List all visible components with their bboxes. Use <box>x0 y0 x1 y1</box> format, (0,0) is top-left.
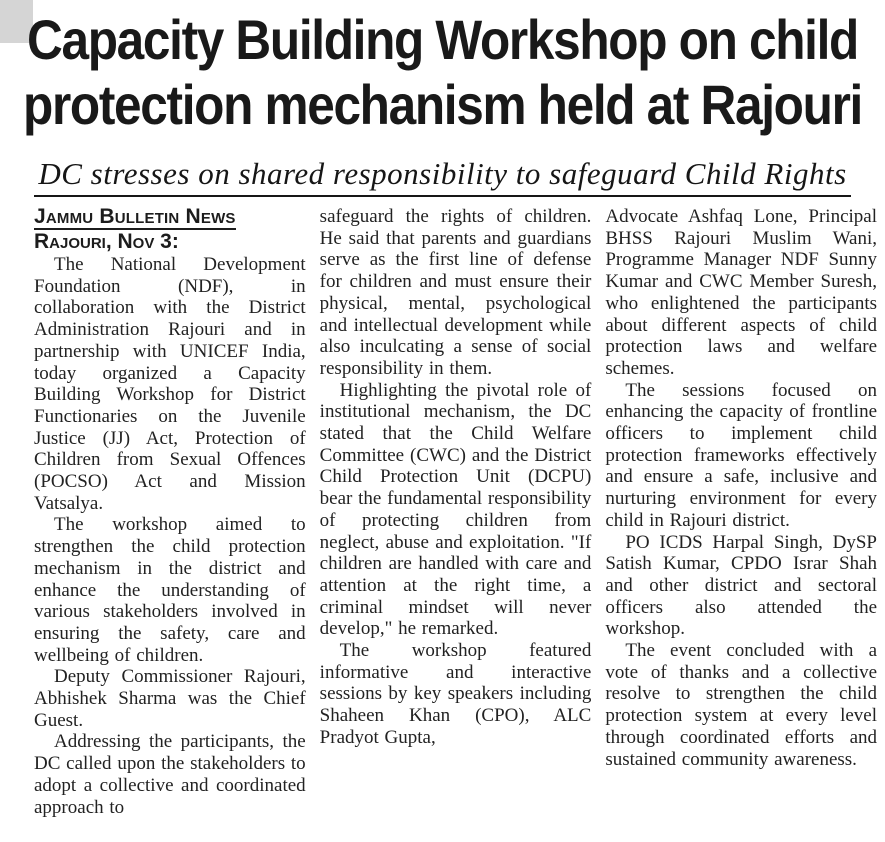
article-column-1 <box>34 206 306 840</box>
article-paragraph: Deputy Commissioner Rajouri, Abhishek Sharma was the Chief Guest. <box>34 666 306 731</box>
byline-dateline: Rajouri, Nov 3: <box>34 230 179 253</box>
article-paragraph: safeguard the rights of children. He said that parents and guardians serve as the first line of defense for children and must ensure their physical, mental, psychological and intellectual development while also inculcating a sense of social responsibility in them. <box>319 206 592 379</box>
byline <box>34 206 306 253</box>
headline-block <box>0 8 885 150</box>
article-column-2 <box>320 206 592 840</box>
article-paragraph: The sessions focused on enhancing the capacity of frontline officers to implement child protection frameworks effectively and ensure a safe, inclusive and nurturing environment for every child in Rajouri district. <box>605 379 878 531</box>
article-paragraph: Highlighting the pivotal role of institutional mechanism, the DC stated that the Child Welfare Committee (CWC) and the District Child Protection Unit (DCPU) bear the fundamental responsibility of protecting children from neglect, abuse and exploitation. "If children are handled with care and attention at the right time, a criminal mindset will never develop," he remarked. <box>319 379 592 640</box>
article-body <box>0 200 885 840</box>
article-paragraph: Advocate Ashfaq Lone, Principal BHSS Rajouri Muslim Wani, Programme Manager NDF Sunny Kumar and CWC Member Suresh, who enlightened the participants about different aspects of child protection laws and welfare schemes. <box>605 206 878 379</box>
article-column-3 <box>605 206 877 840</box>
page-title: Capacity Building Workshop on child protection mechanism held at Rajouri <box>23 8 862 136</box>
byline-agency: Jammu Bulletin News <box>34 205 236 228</box>
article-paragraph: The National Development Foundation (NDF), in collaboration with the District Administration Rajouri and in partnership with UNICEF India, today organized a Capacity Building Workshop for District Functionaries on the Juvenile Justice (JJ) Act, Protection of Children from Sexual Offences (POCSO) Act and Mission Vatsalya. <box>34 254 306 514</box>
article-paragraph: Addressing the participants, the DC called upon the stakeholders to adopt a collective and coordinated approach to <box>34 731 306 818</box>
subheadline: DC stresses on shared responsibility to safeguard Child Rights <box>34 156 850 197</box>
article-paragraph: The event concluded with a vote of thanks and a collective resolve to strengthen the child protection system at every level through coordinated efforts and sustained community awareness. <box>605 640 878 770</box>
article-paragraph: The workshop aimed to strengthen the child protection mechanism in the district and enhance the understanding of various stakeholders involved in ensuring the safety, care and wellbeing of children. <box>34 514 306 666</box>
article-paragraph: PO ICDS Harpal Singh, DySP Satish Kumar, CPDO Israr Shah and other district and sectoral officers also attended the workshop. <box>605 531 878 640</box>
article-paragraph: The workshop featured informative and interactive sessions by key speakers including Shaheen Khan (CPO), ALC Pradyot Gupta, <box>319 640 592 748</box>
subheadline-row <box>0 156 885 200</box>
